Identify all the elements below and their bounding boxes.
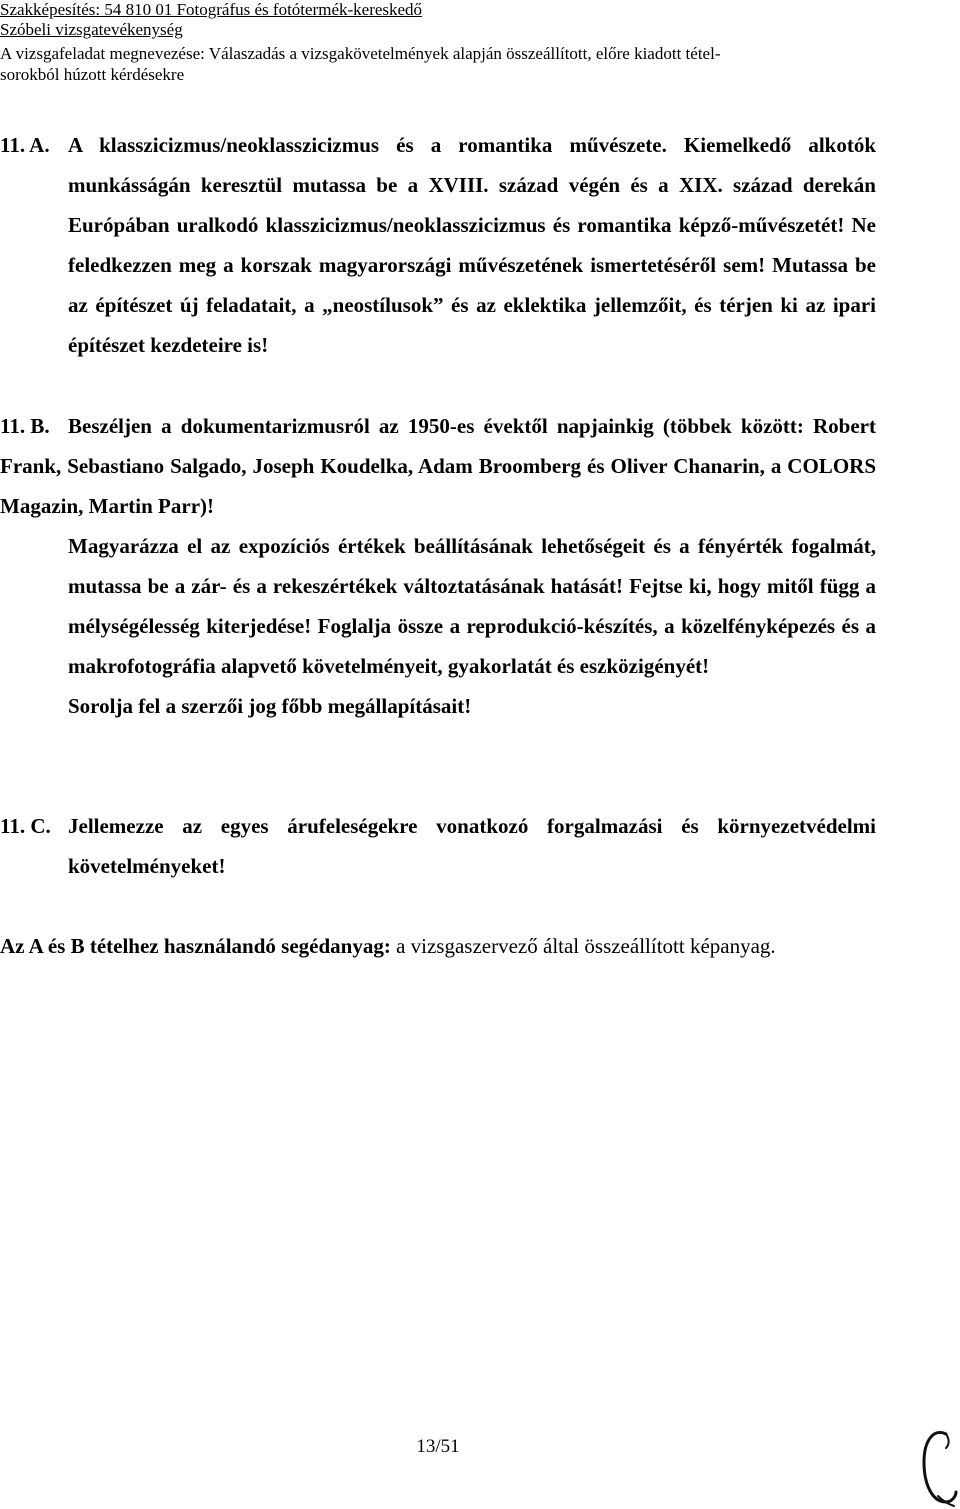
section-11b	[0, 406, 876, 726]
auxiliary-material-text: a vizsgaszervező által összeállított képanyag.	[390, 934, 776, 958]
auxiliary-material-note	[0, 932, 776, 960]
page-number: 13/51	[416, 1436, 460, 1457]
section-number: 11. A.	[0, 133, 50, 157]
header-task-name: A vizsgafeladat megnevezése: Válaszadás a vizsgakövetelmények alapján összeállított, előre kiadott tétel-	[0, 44, 721, 63]
auxiliary-material-label: Az A és B tételhez használandó segédanyag:	[0, 934, 391, 958]
section-11c	[0, 806, 876, 886]
section-paragraph: Jellemezze az egyes árufeleségekre vonatkozó forgalmazási és környezetvédelmi követelményeket!	[68, 814, 876, 878]
header-task-name-cont: sorokból húzott kérdésekre	[0, 65, 185, 84]
signature-initial	[916, 1426, 960, 1509]
section-paragraph: Sorolja fel a szerzői jog főbb megállapításait!	[68, 694, 472, 718]
section-body	[68, 125, 876, 365]
section-body	[0, 406, 876, 526]
section-paragraph: Magyarázza el az expozíciós értékek beállításának lehetőségeit és a fényérték fogalmát, mutassa be a zár- és a rekeszértékek változtatásának hatását! Fejtse ki, hogy mitől függ a mélységélesség kiterjedése! Foglalja össze a reprodukció-készítés, a közelfényképezés és a makrofotográfia alapvető követelményeit, gyakorlatát és eszközigényét!	[68, 534, 876, 678]
section-body-cont	[68, 526, 876, 726]
section-11a	[0, 125, 876, 365]
section-body	[68, 806, 876, 886]
header-exam-type: Szóbeli vizsgatevékenység	[0, 20, 183, 39]
section-paragraph: Beszéljen a dokumentarizmusról az 1950-es évektől napjainkig (többek között: Robert Frank, Sebastiano Salgado, Joseph Koudelka, Adam Broomberg és Oliver Chanarin, a COLORS Magazin, Martin Parr)!	[0, 414, 876, 518]
section-number: 11. B.	[0, 414, 50, 438]
section-paragraph: A klasszicizmus/neoklasszicizmus és a romantika művészete. Kiemelkedő alkotók munkásságán keresztül mutassa be a XVIII. század végén és a XIX. század derekán Európában uralkodó klasszicizmus/neoklasszicizmus és romantika képző-művészetét! Ne feledkezzen meg a korszak magyarországi művészetének ismertetéséről sem! Mutassa be az építészet új feladatait, a „neostílusok” és az eklektika jellemzőit, és térjen ki az ipari építészet kezdeteire is!	[68, 133, 876, 357]
header-qualification: Szakképesítés: 54 810 01 Fotográfus és fotótermék-kereskedő	[0, 0, 423, 19]
section-number: 11. C.	[0, 814, 51, 838]
